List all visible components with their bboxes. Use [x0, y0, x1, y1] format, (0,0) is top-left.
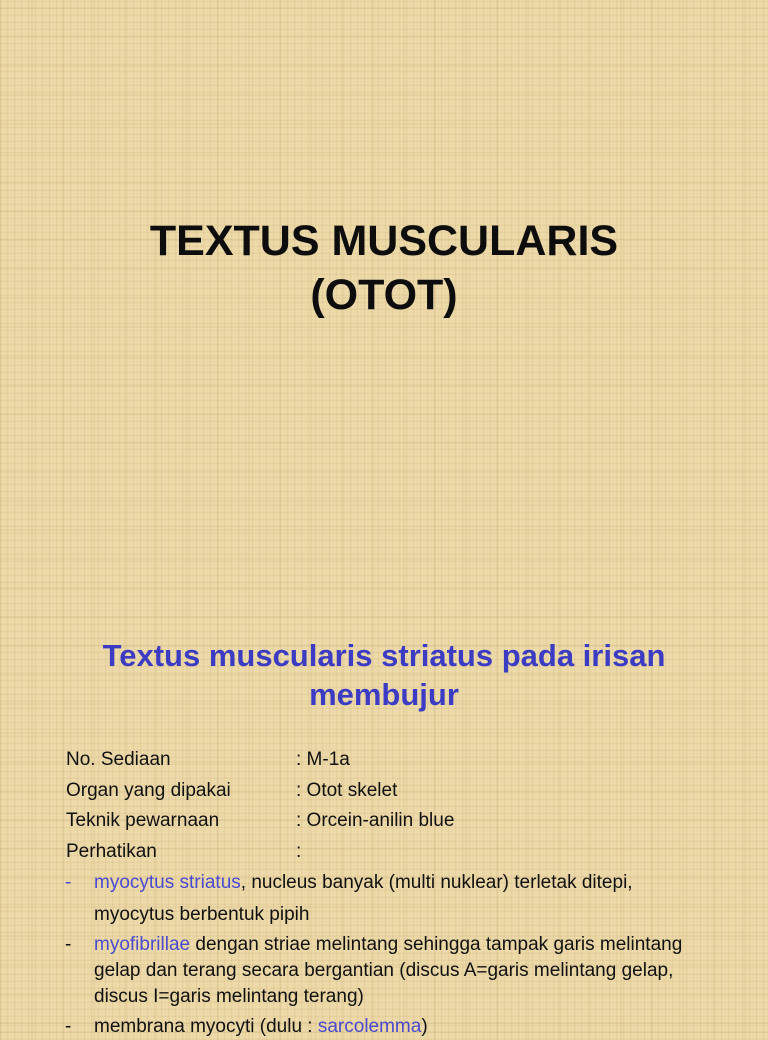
specimen-label: Organ yang dipakai	[66, 780, 231, 801]
bullet-dash: -	[65, 1016, 72, 1037]
observation-text	[94, 870, 725, 896]
specimen-value: : M-1a	[296, 749, 350, 770]
term-sarcolemma: sarcolemma	[317, 1016, 422, 1037]
specimen-row-organ	[66, 779, 397, 803]
observation-before: membrana myocyti (dulu :	[94, 1016, 318, 1037]
specimen-label: No. Sediaan	[66, 749, 171, 770]
term-myocytus-striatus: myocytus striatus	[94, 872, 241, 893]
observation-text	[94, 1014, 725, 1040]
observation-item	[65, 932, 725, 1010]
observation-after: )	[421, 1016, 428, 1037]
term-myofibrillae: myofibrillae	[94, 934, 191, 955]
observation-line2: myocytus berbentuk pipih	[94, 904, 310, 925]
bullet-dash: -	[65, 872, 72, 893]
specimen-label: Perhatikan	[66, 841, 157, 862]
specimen-value: :	[296, 841, 302, 862]
specimen-value: : Orcein-anilin blue	[296, 810, 455, 831]
section-heading-line1: Textus muscularis striatus pada irisan	[102, 638, 666, 673]
observation-item	[65, 1014, 725, 1040]
observation-item	[65, 870, 725, 928]
observation-body: dengan striae melintang sehingga tampak garis melintang gelap dan terang secara bergantian (discus A=garis melintang gelap, discus I=garis melintang terang)	[94, 934, 683, 1007]
section-heading	[30, 636, 738, 714]
slide-title	[0, 214, 768, 322]
section-heading-line2: membujur	[309, 677, 459, 712]
specimen-value: : Otot skelet	[296, 780, 398, 801]
slide-title-line1: TEXTUS MUSCULARIS	[149, 217, 619, 265]
observation-text	[94, 932, 725, 1010]
bullet-dash: -	[65, 934, 72, 955]
specimen-row-staining	[66, 809, 454, 833]
specimen-row-observe	[66, 840, 301, 864]
specimen-label: Teknik pewarnaan	[66, 810, 220, 831]
specimen-row-number	[66, 748, 350, 772]
observation-line1: , nucleus banyak (multi nuklear) terletak ditepi,	[240, 872, 633, 893]
slide-title-line2: (OTOT)	[310, 271, 458, 319]
